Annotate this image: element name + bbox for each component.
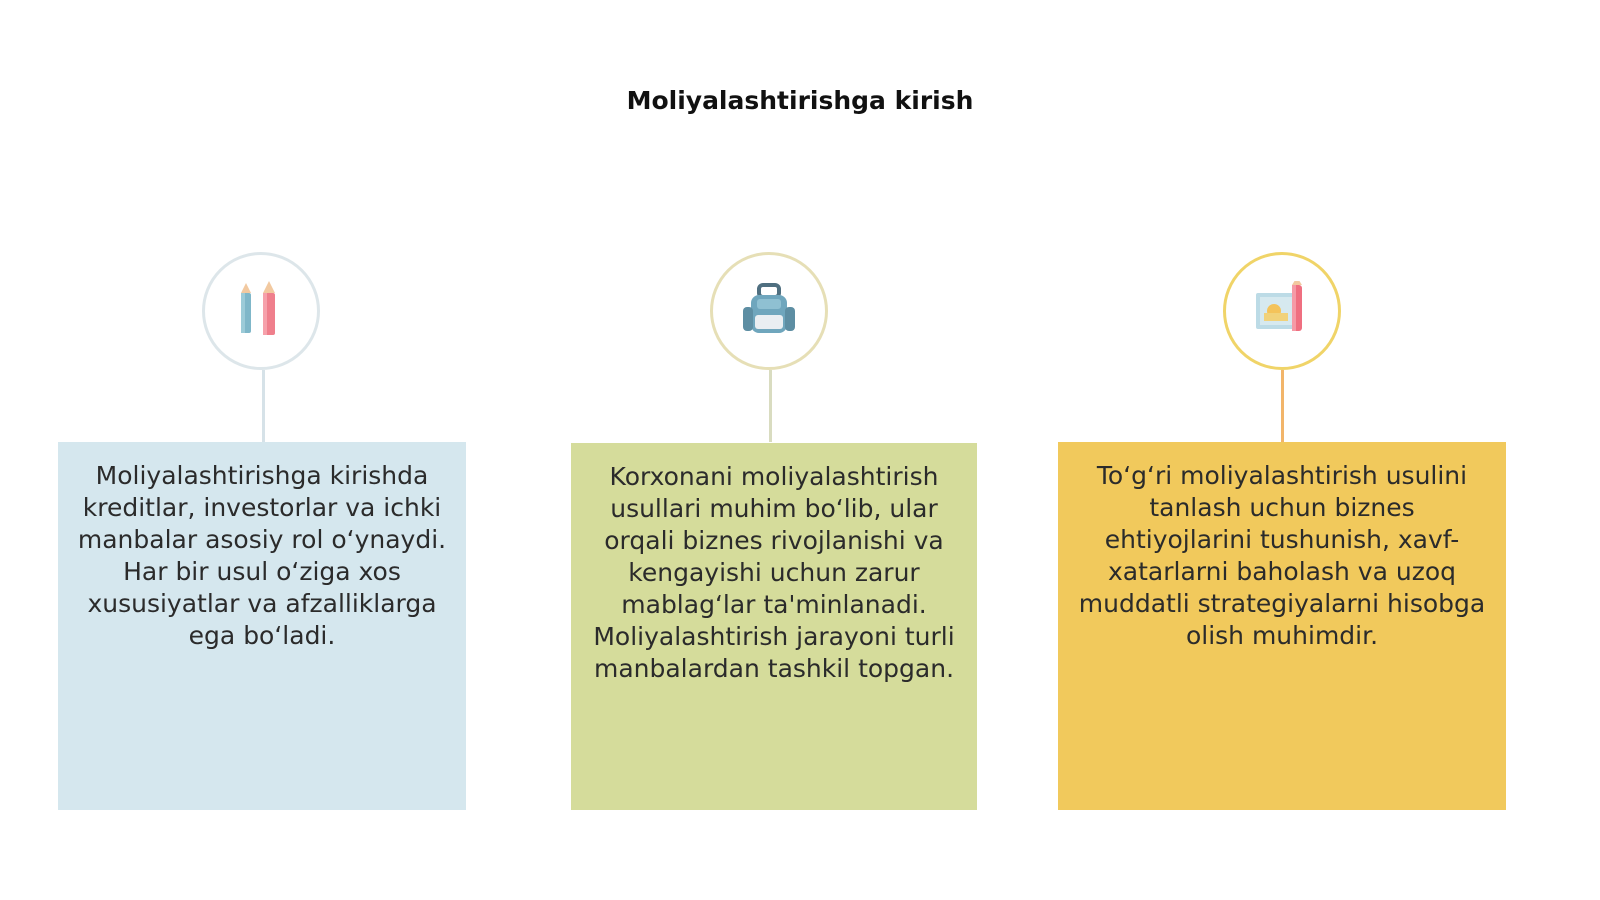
page-title: Moliyalashtirishga kirish	[626, 86, 974, 115]
backpack-icon	[739, 281, 799, 341]
connector-line	[262, 370, 265, 442]
icon-circle	[202, 252, 320, 370]
info-card-2: Korxonani moliyalashtirish usullari muhim boʻlib, ular orqali biznes rivojlanishi va kengayishi uchun zarur mablagʻlar ta'minlanadi. Moliyalashtirish jarayoni turli manbalardan tashkil topgan.	[571, 443, 977, 810]
icon-circle	[710, 252, 828, 370]
connector-line	[1281, 370, 1284, 442]
info-card-1: Moliyalashtirishga kirishda kreditlar, investorlar va ichki manbalar asosiy rol oʻynaydi. Har bir usul oʻziga xos xususiyatlar va afzalliklarga ega boʻladi.	[58, 442, 466, 810]
connector-line	[769, 370, 772, 442]
picture-crayon-icon	[1252, 281, 1312, 341]
icon-circle	[1223, 252, 1341, 370]
info-card-3: Toʻgʻri moliyalashtirish usulini tanlash uchun biznes ehtiyojlarini tushunish, xavf-xatarlarni baholash va uzoq muddatli strategiyalarni hisobga olish muhimdir.	[1058, 442, 1506, 810]
pencils-icon	[233, 279, 289, 343]
